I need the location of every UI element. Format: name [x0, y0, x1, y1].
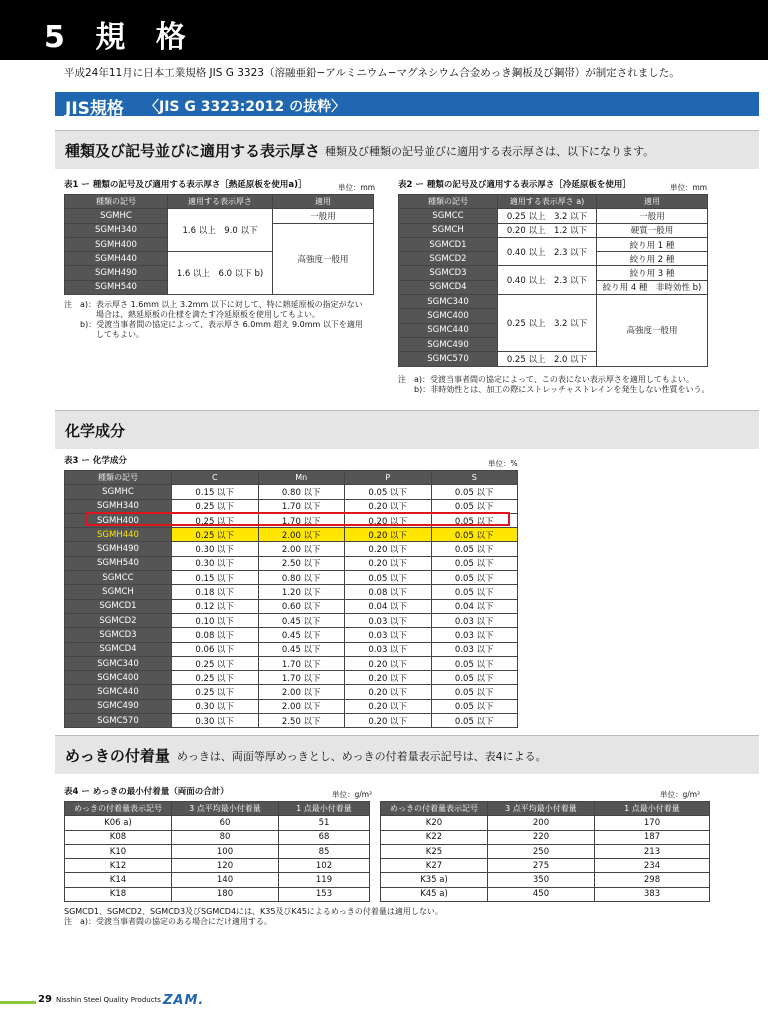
- table2-caption: 表2 ー 種類の記号及び適用する表示厚さ［冷延原板を使用］: [398, 180, 631, 190]
- table2-code: SGMC490: [399, 337, 498, 351]
- table3-cell: 0.05 以下: [431, 542, 518, 556]
- table3-cell: 0.18 以下: [172, 585, 259, 599]
- table3-cell: 0.08 以下: [345, 585, 432, 599]
- intro-text: 平成24年11月に日本工業規格 JIS G 3323（溶融亜鉛−アルミニウム−マグネシウム合金めっき鋼板及び鋼帯）が制定されました。: [64, 67, 680, 79]
- table4-cell: 250: [488, 844, 595, 858]
- table4-cell: 298: [595, 873, 710, 887]
- table2-code: SGMCH: [399, 223, 498, 237]
- table4-cell: 119: [279, 873, 370, 887]
- table1-code: SGMH400: [65, 237, 168, 251]
- table2-code: SGMC340: [399, 295, 498, 309]
- table4-cell: 85: [279, 844, 370, 858]
- page-title: 5 規 格: [44, 20, 196, 55]
- table3-row: [65, 556, 518, 570]
- table4-row: [65, 844, 370, 858]
- table3-cell: 1.70 以下: [258, 656, 345, 670]
- table3-cell: 0.45 以下: [258, 642, 345, 656]
- table2-thickness: 0.25 以上 3.2 以下: [498, 209, 597, 223]
- table3-cell: 0.20 以下: [345, 685, 432, 699]
- table4-header: 3 点平均最小付着量: [488, 802, 595, 816]
- table4-code: K14: [65, 873, 172, 887]
- footer-text: Nisshin Steel Quality Products: [56, 996, 161, 1004]
- table4-cell: 100: [172, 844, 279, 858]
- table4-row: [381, 816, 710, 830]
- table2-use: 一般用: [597, 209, 708, 223]
- table3-code: SGMC440: [65, 685, 172, 699]
- table4-row: [65, 816, 370, 830]
- table4-cell: 140: [172, 873, 279, 887]
- table3-code: SGMHC: [65, 485, 172, 499]
- table4-code: K25: [381, 844, 488, 858]
- table3-header: S: [431, 471, 518, 485]
- table4-code: K45 a): [381, 887, 488, 901]
- table3-code: SGMC340: [65, 656, 172, 670]
- table1-unit: 単位：mm: [338, 183, 376, 192]
- table1-notes: [64, 300, 363, 340]
- table3-row: [65, 571, 518, 585]
- table3-cell: 1.20 以下: [258, 585, 345, 599]
- table3-cell: 0.05 以下: [431, 528, 518, 542]
- table3-cell: 0.30 以下: [172, 699, 259, 713]
- table3-cell: 0.25 以下: [172, 528, 259, 542]
- table2-code: SGMC570: [399, 352, 498, 366]
- table3-row: [65, 699, 518, 713]
- table4-notes: [64, 907, 443, 927]
- table1-code: SGMH490: [65, 266, 168, 280]
- table1-note: 注 a)：表示厚さ 1.6mm 以上 3.2mm 以下に対して、特に熱延原板の指定がない: [64, 300, 363, 309]
- table3-row: [65, 485, 518, 499]
- table3-code: SGMCD2: [65, 613, 172, 627]
- table3-cell: 0.05 以下: [431, 699, 518, 713]
- table2-thickness: 0.25 以上 2.0 以下: [498, 352, 597, 366]
- table4-cell: 275: [488, 859, 595, 873]
- table1-header: 適用: [273, 195, 374, 209]
- jis-subtitle: 〈JIS G 3323:2012 の抜粋〉: [145, 99, 346, 115]
- table4-unit-right: 単位：g/m²: [660, 790, 701, 799]
- table2-note: 注 a)：受渡当事者間の協定によって、この表にない表示厚さを適用してもよい。: [398, 375, 694, 384]
- table4-header: 1 点最小付着量: [595, 802, 710, 816]
- table2-thickness: 0.40 以上 2.3 以下: [498, 237, 597, 266]
- table3-cell: 0.05 以下: [431, 585, 518, 599]
- table4-cell: 68: [279, 830, 370, 844]
- section-types-heading: 種類及び記号並びに適用する表示厚さ: [65, 142, 321, 160]
- table3-code: SGMCD4: [65, 642, 172, 656]
- section-chem-heading: 化学成分: [65, 422, 126, 440]
- table2: [398, 194, 708, 367]
- section-types-desc: 種類及び種類の記号並びに適用する表示厚さは、以下になります。: [325, 145, 655, 158]
- table2-header: 種類の記号: [399, 195, 498, 209]
- table1-code: SGMH440: [65, 252, 168, 266]
- table4-cell: 187: [595, 830, 710, 844]
- table3-cell: 0.08 以下: [172, 628, 259, 642]
- table3-cell: 2.00 以下: [258, 528, 345, 542]
- table3-cell: 0.25 以下: [172, 499, 259, 513]
- table4-row: [381, 844, 710, 858]
- table3-cell: 0.05 以下: [431, 499, 518, 513]
- table3-row: [65, 542, 518, 556]
- table3-caption: 表3 ー 化学成分: [64, 456, 127, 466]
- table3-header: P: [345, 471, 432, 485]
- table3-code: SGMH400: [65, 513, 172, 527]
- table4-code: K22: [381, 830, 488, 844]
- table3-cell: 2.50 以下: [258, 714, 345, 728]
- section-chem-header: [55, 410, 759, 449]
- table3-cell: 0.20 以下: [345, 671, 432, 685]
- table3-cell: 0.03 以下: [345, 628, 432, 642]
- table2-header: 適用する表示厚さ a): [498, 195, 597, 209]
- table3-cell: 0.05 以下: [431, 556, 518, 570]
- table4-header: めっきの付着量表示記号: [65, 802, 172, 816]
- table3-cell: 0.20 以下: [345, 556, 432, 570]
- table3-cell: 0.25 以下: [172, 656, 259, 670]
- table3-cell: 2.00 以下: [258, 699, 345, 713]
- table4-cell: 180: [172, 887, 279, 901]
- table3-cell: 0.80 以下: [258, 571, 345, 585]
- table4-caption: 表4 ー めっきの最小付着量（両面の合計）: [64, 787, 229, 797]
- table3-cell: 0.20 以下: [345, 714, 432, 728]
- table3-cell: 0.15 以下: [172, 571, 259, 585]
- table3-cell: 0.20 以下: [345, 528, 432, 542]
- table3-cell: 0.05 以下: [431, 513, 518, 527]
- zam-logo: ZAM.: [163, 993, 205, 1008]
- table2-unit: 単位：mm: [670, 183, 708, 192]
- table3-cell: 0.03 以下: [431, 613, 518, 627]
- table4-row: [381, 830, 710, 844]
- table2-code: SGMCD3: [399, 266, 498, 280]
- table4-note: SGMCD1、SGMCD2、SGMCD3及びSGMCD4には、K35及びK45によるめっきの付着量は適用しない。: [64, 907, 443, 916]
- table3-cell: 0.06 以下: [172, 642, 259, 656]
- table3-cell: 1.70 以下: [258, 671, 345, 685]
- table3-cell: 0.20 以下: [345, 542, 432, 556]
- table2-code: SGMCD1: [399, 237, 498, 251]
- section-coating-desc: めっきは、両面等厚めっきとし、めっきの付着量表示記号は、表4による。: [177, 750, 547, 763]
- table3-cell: 0.05 以下: [345, 485, 432, 499]
- table4-code: K18: [65, 887, 172, 901]
- table3: [64, 470, 518, 728]
- table3-unit: 単位：%: [488, 459, 518, 468]
- table3-code: SGMH340: [65, 499, 172, 513]
- table3-cell: 0.03 以下: [431, 628, 518, 642]
- table2-code: SGMCC: [399, 209, 498, 223]
- table4-cell: 383: [595, 887, 710, 901]
- table3-row: [65, 585, 518, 599]
- table3-cell: 0.20 以下: [345, 499, 432, 513]
- page-header: [0, 0, 768, 60]
- table3-cell: 0.15 以下: [172, 485, 259, 499]
- table3-cell: 1.70 以下: [258, 499, 345, 513]
- table3-cell: 0.45 以下: [258, 628, 345, 642]
- table3-row: [65, 642, 518, 656]
- table3-code: SGMC490: [65, 699, 172, 713]
- table3-cell: 0.80 以下: [258, 485, 345, 499]
- table3-cell: 0.03 以下: [345, 642, 432, 656]
- jis-title: JIS規格: [65, 99, 124, 119]
- table3-header: C: [172, 471, 259, 485]
- table3-row: [65, 599, 518, 613]
- table3-cell: 0.03 以下: [345, 613, 432, 627]
- jis-banner: [55, 92, 759, 119]
- table3-cell: 1.70 以下: [258, 513, 345, 527]
- table3-row: [65, 656, 518, 670]
- table4-row: [65, 859, 370, 873]
- table2-code: SGMC400: [399, 309, 498, 323]
- table3-code: SGMC400: [65, 671, 172, 685]
- table4-header: めっきの付着量表示記号: [381, 802, 488, 816]
- table3-header: Mn: [258, 471, 345, 485]
- table3-cell: 0.25 以下: [172, 685, 259, 699]
- table3-cell: 0.20 以下: [345, 699, 432, 713]
- table3-cell: 0.30 以下: [172, 714, 259, 728]
- table1-note: 場合は、熱延原板の仕様を満たす冷延原板を使用してもよい。: [64, 310, 320, 319]
- table2-thickness: 0.25 以上 3.2 以下: [498, 295, 597, 352]
- table2-note: b)：非時効性とは、加工の際にストレッチャストレインを発生しない性質をいう。: [398, 385, 710, 394]
- table4-cell: 153: [279, 887, 370, 901]
- table1-code: SGMH540: [65, 280, 168, 294]
- section-coating-heading: めっきの付着量: [65, 747, 170, 765]
- table4-right: [380, 801, 710, 902]
- table4-cell: 213: [595, 844, 710, 858]
- table4-code: K20: [381, 816, 488, 830]
- table3-cell: 0.45 以下: [258, 613, 345, 627]
- table4-row: [65, 873, 370, 887]
- table1-code: SGMH340: [65, 223, 168, 237]
- table3-row: [65, 685, 518, 699]
- table4-cell: 170: [595, 816, 710, 830]
- table3-cell: 0.12 以下: [172, 599, 259, 613]
- page-number: 29: [38, 994, 52, 1005]
- table3-cell: 0.30 以下: [172, 542, 259, 556]
- table4-row: [381, 887, 710, 901]
- table3-cell: 0.25 以下: [172, 513, 259, 527]
- table4-cell: 200: [488, 816, 595, 830]
- highlight-box: [86, 512, 510, 526]
- table2-use: 絞り用 4 種 非時効性 b): [597, 280, 708, 294]
- table2-use: 高強度一般用: [597, 295, 708, 366]
- section-coating-header: [55, 735, 759, 774]
- table4-code: K06 a): [65, 816, 172, 830]
- table3-code: SGMCD3: [65, 628, 172, 642]
- table3-cell: 0.05 以下: [431, 571, 518, 585]
- table2-use: 絞り用 1 種: [597, 237, 708, 251]
- table3-code: SGMCH: [65, 585, 172, 599]
- table4-cell: 120: [172, 859, 279, 873]
- table2-code: SGMCD4: [399, 280, 498, 294]
- table3-cell: 2.00 以下: [258, 542, 345, 556]
- table2-thickness: 0.40 以上 2.3 以下: [498, 266, 597, 295]
- table4-header: 3 点平均最小付着量: [172, 802, 279, 816]
- table4-cell: 450: [488, 887, 595, 901]
- table4-cell: 102: [279, 859, 370, 873]
- table3-cell: 0.03 以下: [431, 642, 518, 656]
- table4-cell: 80: [172, 830, 279, 844]
- table2-header: 適用: [597, 195, 708, 209]
- table4-row: [381, 873, 710, 887]
- table2-code: SGMC440: [399, 323, 498, 337]
- table1-thickness: 1.6 以上 9.0 以下: [168, 209, 273, 252]
- table1-header: 適用する表示厚さ: [168, 195, 273, 209]
- table3-cell: 0.04 以下: [431, 599, 518, 613]
- table4-cell: 60: [172, 816, 279, 830]
- table3-cell: 0.05 以下: [431, 671, 518, 685]
- table3-cell: 0.04 以下: [345, 599, 432, 613]
- table3-code: SGMCD1: [65, 599, 172, 613]
- table3-row: [65, 613, 518, 627]
- table3-row: [65, 528, 518, 542]
- table2-notes: [398, 375, 709, 395]
- table3-row: [65, 628, 518, 642]
- table4-unit-left: 単位：g/m²: [332, 790, 373, 799]
- table2-use: 硬質一般用: [597, 223, 708, 237]
- table3-cell: 0.30 以下: [172, 556, 259, 570]
- table3-cell: 0.05 以下: [431, 485, 518, 499]
- table3-cell: 2.50 以下: [258, 556, 345, 570]
- table3-code: SGMCC: [65, 571, 172, 585]
- table1-note: してもよい。: [64, 330, 144, 339]
- table2-use: 絞り用 3 種: [597, 266, 708, 280]
- table3-cell: 0.05 以下: [431, 656, 518, 670]
- table1-thickness: 1.6 以上 6.0 以下 b): [168, 252, 273, 295]
- table3-cell: 0.20 以下: [345, 656, 432, 670]
- table2-thickness: 0.20 以上 1.2 以下: [498, 223, 597, 237]
- table3-cell: 0.05 以下: [431, 714, 518, 728]
- table1-header: 種類の記号: [65, 195, 168, 209]
- table1-use: 高強度一般用: [273, 223, 374, 294]
- section-types-header: [55, 130, 759, 169]
- table4-header: 1 点最小付着量: [279, 802, 370, 816]
- table1: [64, 194, 374, 295]
- table3-code: SGMH440: [65, 528, 172, 542]
- table4-row: [65, 887, 370, 901]
- table4-left: [64, 801, 370, 902]
- table3-code: SGMH490: [65, 542, 172, 556]
- table1-note: b)：受渡当事者間の協定によって、表示厚さ 6.0mm 超え 9.0mm 以下を適用: [64, 320, 363, 329]
- table4-row: [65, 830, 370, 844]
- table4-code: K35 a): [381, 873, 488, 887]
- table3-row: [65, 671, 518, 685]
- table4-cell: 350: [488, 873, 595, 887]
- table3-cell: 0.05 以下: [431, 685, 518, 699]
- table3-cell: 2.00 以下: [258, 685, 345, 699]
- table3-header: 種類の記号: [65, 471, 172, 485]
- table4-code: K27: [381, 859, 488, 873]
- table3-cell: 0.10 以下: [172, 613, 259, 627]
- table3-cell: 0.20 以下: [345, 513, 432, 527]
- table3-code: SGMC570: [65, 714, 172, 728]
- table2-code: SGMCD2: [399, 252, 498, 266]
- table3-cell: 0.05 以下: [345, 571, 432, 585]
- table3-cell: 0.25 以下: [172, 671, 259, 685]
- table3-cell: 0.60 以下: [258, 599, 345, 613]
- table4-cell: 220: [488, 830, 595, 844]
- table1-caption: 表1 ー 種類の記号及び適用する表示厚さ［熱延原板を使用a)］: [64, 180, 307, 190]
- table4-cell: 51: [279, 816, 370, 830]
- table4-code: K12: [65, 859, 172, 873]
- table3-row: [65, 714, 518, 728]
- table4-row: [381, 859, 710, 873]
- table4-code: K08: [65, 830, 172, 844]
- table3-code: SGMH540: [65, 556, 172, 570]
- table4-note: 注 a)：受渡当事者間の協定のある場合にだけ適用する。: [64, 917, 273, 926]
- table1-code: SGMHC: [65, 209, 168, 223]
- table2-use: 絞り用 2 種: [597, 252, 708, 266]
- footer-accent-line: [0, 1001, 36, 1004]
- table1-use: 一般用: [273, 209, 374, 223]
- table4-cell: 234: [595, 859, 710, 873]
- table4-code: K10: [65, 844, 172, 858]
